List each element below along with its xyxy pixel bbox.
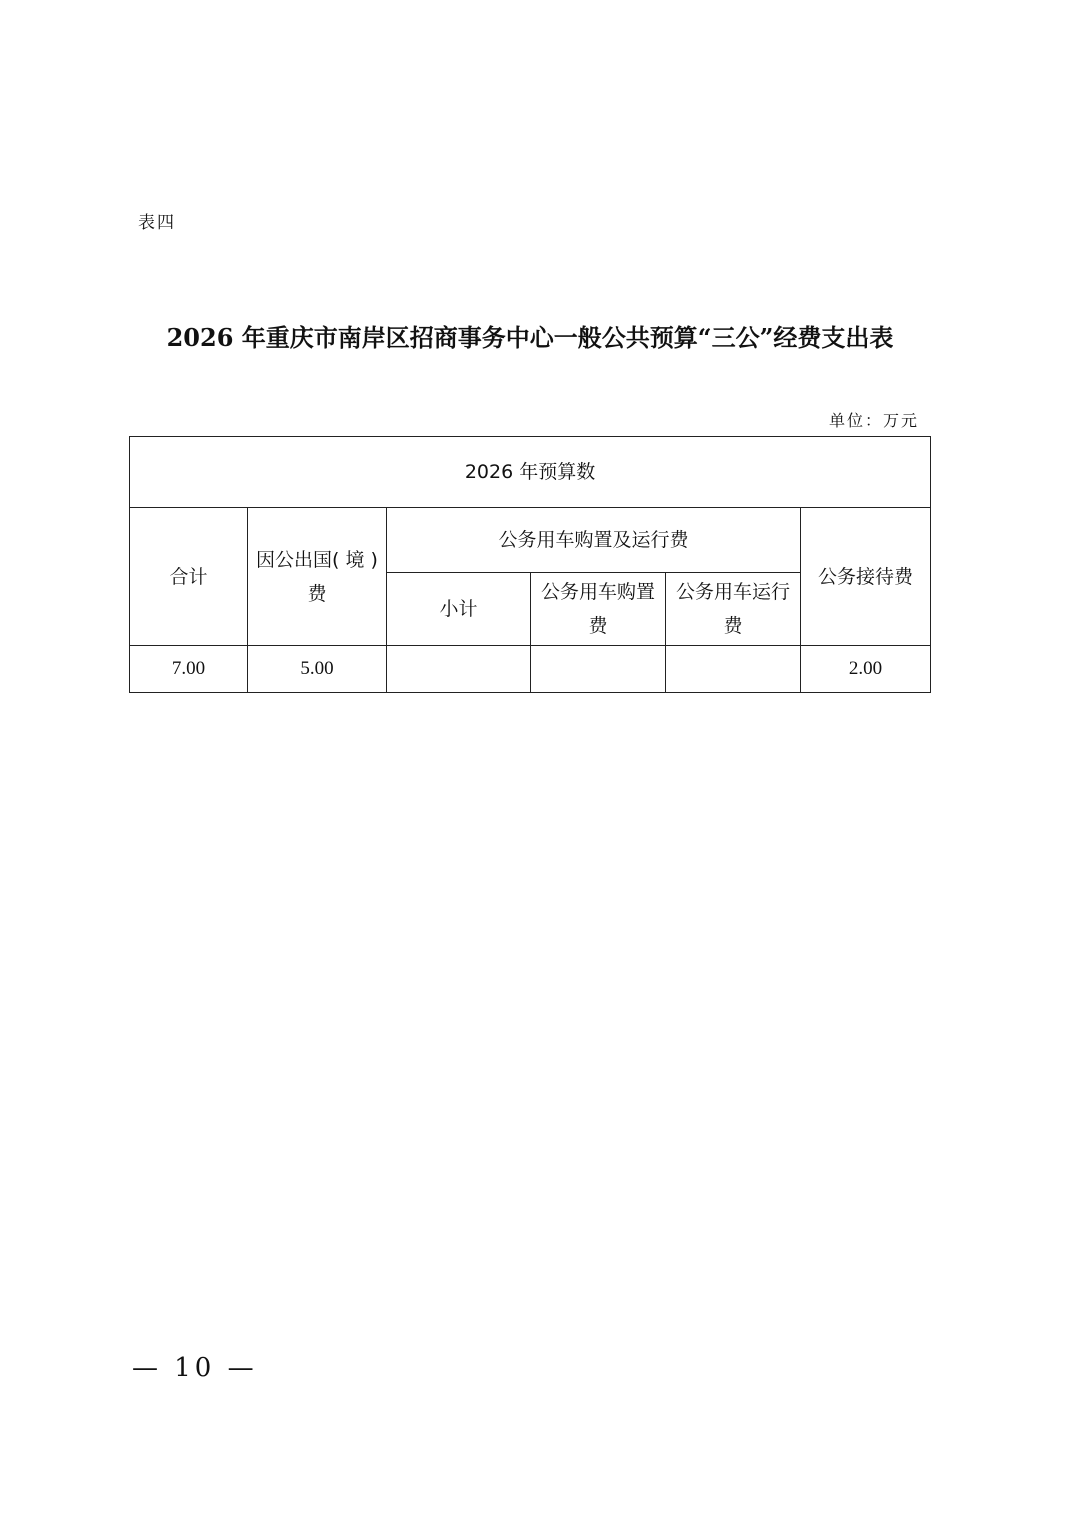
- header-vehicle-subtotal: 小计: [387, 573, 531, 646]
- header-total: 合计: [130, 508, 248, 646]
- header-vehicle-operation: 公务用车运行费: [666, 573, 801, 646]
- header-vehicle-purchase: 公务用车购置费: [531, 573, 666, 646]
- value-reception: 2.00: [801, 646, 931, 693]
- header-budget-year: 2026 年预算数: [130, 437, 931, 508]
- table-header-row: [130, 508, 931, 573]
- unit-note: 单位：万元: [828, 411, 919, 430]
- table-header-row: [130, 437, 931, 508]
- budget-table: [129, 436, 931, 693]
- header-reception-expense: 公务接待费: [801, 508, 931, 646]
- header-abroad-expense: 因公出国( 境 ) 费: [248, 508, 387, 646]
- header-vehicle-group: 公务用车购置及运行费: [387, 508, 801, 573]
- value-total: 7.00: [130, 646, 248, 693]
- value-vehicle-operation: [666, 646, 801, 693]
- table-row: [130, 646, 931, 693]
- value-vehicle-purchase: [531, 646, 666, 693]
- value-vehicle-subtotal: [387, 646, 531, 693]
- page-number: — 10 —: [132, 1353, 258, 1383]
- page-title: 2026 年重庆市南岸区招商事务中心一般公共预算“三公”经费支出表: [166, 323, 894, 352]
- value-abroad: 5.00: [248, 646, 387, 693]
- table-label: 表四: [138, 213, 176, 233]
